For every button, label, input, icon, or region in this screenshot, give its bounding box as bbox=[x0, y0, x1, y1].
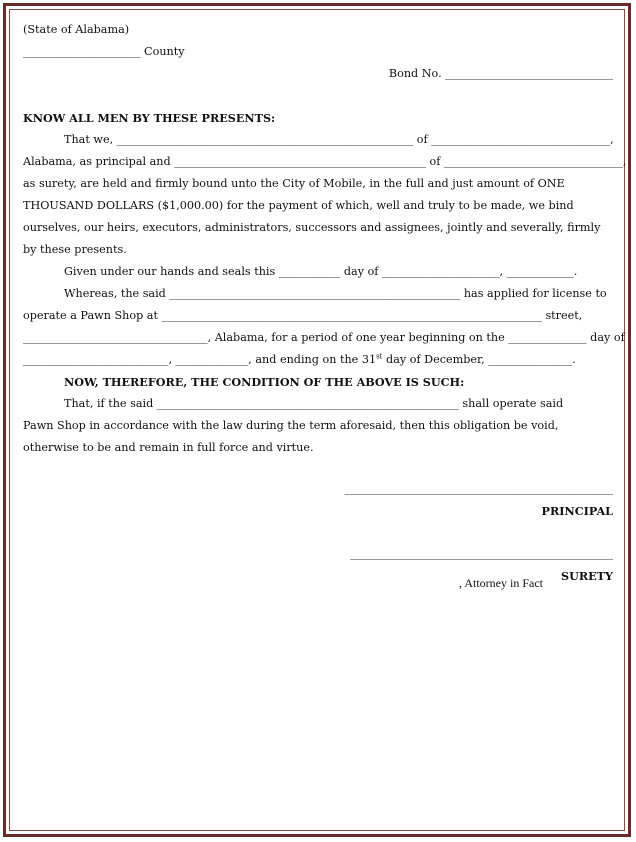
paragraph-1-line-6: by these presents. bbox=[23, 243, 127, 256]
state-label: (State of Alabama) bbox=[23, 23, 130, 36]
bond-document bbox=[23, 19, 627, 459]
paragraph-1-line-5: ourselves, our heirs, executors, administrators, successors and assignees, jointly and severally, firmly bbox=[23, 221, 601, 234]
principal-signature-block bbox=[23, 478, 613, 522]
paragraph-whereas-line-2: operate a Pawn Shop at ____________________________________________________________________ street, bbox=[23, 309, 583, 322]
whereas-line-4-end: day of December, _______________. bbox=[382, 353, 576, 366]
paragraph-whereas-line-3: _________________________________, Alabama, for a period of one year beginning on the ______________ day of bbox=[23, 331, 625, 344]
whereas-line-4-start: __________________________, _____________, and ending on the 31 bbox=[23, 353, 377, 366]
paragraph-1-line-1: That we, _____________________________________________________ of ________________________________, bbox=[64, 133, 614, 146]
paragraph-1-line-2: Alabama, as principal and _____________________________________________ of ________________________________, bbox=[23, 155, 627, 168]
ordinal-suffix: st bbox=[376, 352, 383, 361]
paragraph-1-line-3: as surety, are held and firmly bound unto the City of Mobile, in the full and just amount of ONE bbox=[23, 177, 565, 190]
heading-know-all-men: KNOW ALL MEN BY THESE PRESENTS: bbox=[23, 111, 276, 125]
bond-number-field[interactable]: Bond No. ______________________________ bbox=[388, 67, 613, 80]
paragraph-given-under: Given under our hands and seals this ___________ day of _____________________, ____________. bbox=[64, 265, 578, 278]
paragraph-whereas-line-1: Whereas, the said ____________________________________________________ has applied for license to bbox=[64, 287, 607, 300]
surety-label: SURETY bbox=[561, 569, 613, 583]
principal-label: PRINCIPAL bbox=[541, 504, 613, 518]
condition-heading: NOW, THEREFORE, THE CONDITION OF THE ABOVE IS SUCH: bbox=[64, 375, 465, 389]
paragraph-condition-line-3: otherwise to be and remain in full force and virtue. bbox=[23, 441, 314, 454]
principal-signature-line[interactable]: ________________________________________________ bbox=[344, 482, 613, 495]
paragraph-condition-line-2: Pawn Shop in accordance with the law during the term aforesaid, then this obligation be void, bbox=[23, 419, 559, 432]
paragraph-1-line-4: THOUSAND DOLLARS ($1,000.00) for the payment of which, well and truly to be made, we bind bbox=[23, 199, 574, 212]
paragraph-condition-line-1: That, if the said ______________________________________________________ shall operate said bbox=[64, 397, 564, 410]
attorney-in-fact-label: , Attorney in Fact bbox=[459, 576, 543, 590]
county-field[interactable]: _____________________ County bbox=[23, 45, 185, 58]
surety-signature-line[interactable]: _______________________________________________ bbox=[350, 547, 613, 560]
paragraph-whereas-line-4 bbox=[23, 349, 613, 371]
